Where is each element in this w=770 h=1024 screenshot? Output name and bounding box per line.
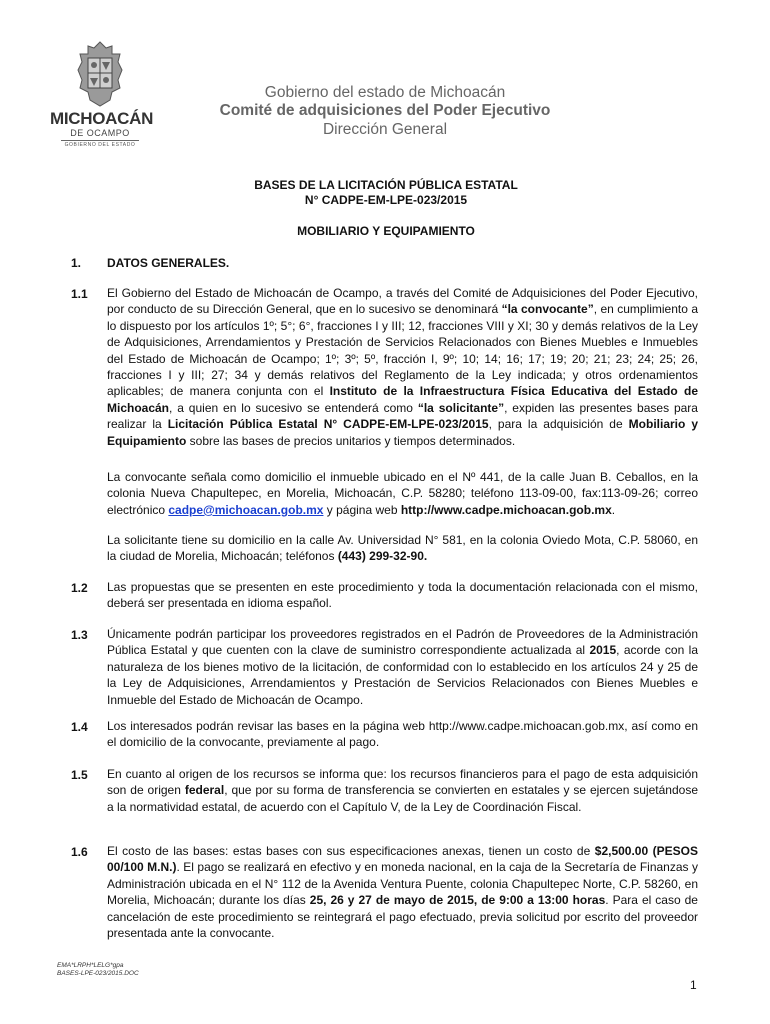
header-government: Gobierno del estado de Michoacán <box>264 84 506 101</box>
paragraph-1-1: El Gobierno del Estado de Michoacán de Ocampo, a través del Comité de Adquisiciones del Poder Ejecutivo, por conducto de su Dirección General, que en lo sucesivo se denominará “la convocante”, en cumplimiento a lo dispuesto por los artículos 1º; 5°; 6°, fracciones I y III; 12, fracciones VIII y XI; 30 y demás relativos de la Ley de Adquisiciones, Arrendamientos y Prestación de Servicios Relacionados con Bienes Muebles e Inmuebles del Estado de Michoacán de Ocampo; 1º; 3º; 5º, fracción I, 9º; 10; 14; 16; 17; 19; 20; 21; 23; 24; 25; 26, fracciones I y III; 27; 34 y demás relativos del Reglamento de la Ley indicada; y otros ordenamientos aplicables; de manera conjunta con el Instituto de la Infraestructura Física Educativa del Estado de Michoacán, a quien en lo sucesivo se entenderá como “la solicitante”, expiden las presentes bases para realizar la Licitación Pública Estatal N° CADPE-EM-LPE-023/2015, para la adquisición de Mobiliario y Equipamiento sobre las bases de precios unitarios y tiempos determinados. <box>107 286 699 448</box>
website-text: http://www.cadpe.michoacan.gob.mx <box>400 502 612 517</box>
logo-rule <box>61 140 139 141</box>
doc-subject: MOBILIARIO Y EQUIPAMIENTO <box>297 224 475 238</box>
state-logo <box>50 40 154 148</box>
paragraph-1-6: El costo de las bases: estas bases con sus especificaciones anexas, tienen un costo de $2,500.00 (PESOS 00/100 M.N.). El pago se realizará en efectivo y en moneda nacional, en la caja de la Secretaría de Finanzas y Administración ubicada en el N° 112 de la Avenida Ventura Puente, colonia Chapultepec Norte, C.P. 58260, en Morelia, Michoacán; durante los días 25, 26 y 27 de mayo de 2015, de 9:00 a 13:00 horas. Para el caso de cancelación de este procedimiento se reintegrará el pago efectuado, previa solicitud por escrito del proveedor presentada ante la convocante. <box>107 844 698 941</box>
paragraph-1-1-address: La convocante señala como domicilio el inmueble ubicado en el Nº 441, de la calle Juan B. Ceballos, en la colonia Nueva Chapultepec, en Morelia, Michoacán, C.P. 58280; teléfono 113-09-00, fax:113-09-26; correo electrónico cadpe@michoacan.gob.mx y página web http://www.cadpe.michoacan.gob.mx. <box>107 470 698 517</box>
logo-tagline: GOBIERNO DEL ESTADO <box>64 142 136 148</box>
doc-number: N° CADPE-EM-LPE-023/2015 <box>304 193 468 207</box>
logo-subtitle: DE OCAMPO <box>70 128 130 138</box>
doc-title: BASES DE LA LICITACIÓN PÚBLICA ESTATAL <box>254 178 518 192</box>
coat-of-arms-icon <box>72 40 128 108</box>
item-number-1-3: 1.3 <box>71 628 88 642</box>
item-number-1-1: 1.1 <box>71 287 88 301</box>
item-number-1-5: 1.5 <box>71 768 88 782</box>
header-committee: Comité de adquisiciones del Poder Ejecutivo <box>219 102 551 119</box>
header-direction: Dirección General <box>322 121 448 138</box>
section-title: DATOS GENERALES. <box>107 256 230 270</box>
paragraph-1-1-requester: La solicitante tiene su domicilio en la calle Av. Universidad N° 581, en la colonia Oviedo Mota, C.P. 58060, en la ciudad de Morelia, Michoacán; teléfonos (443) 299-32-90. <box>107 533 698 564</box>
section-number: 1. <box>71 256 82 270</box>
item-number-1-2: 1.2 <box>71 581 88 595</box>
item-number-1-6: 1.6 <box>71 845 88 859</box>
item-number-1-4: 1.4 <box>71 720 88 734</box>
paragraph-1-3: Únicamente podrán participar los proveedores registrados en el Padrón de Proveedores de la Administración Pública Estatal y que cuenten con la clave de suministro correspondiente actualizada al 2015, acorde con la naturaleza de los bienes motivo de la licitación, de conformidad con lo establecido en los artículos 24 y 25 de la Ley de Adquisiciones, Arrendamientos y Prestación de Servicios Relacionados con Bienes Muebles e Inmueble del Estado de Michoacán de Ocampo. <box>107 627 698 707</box>
paragraph-1-4: Los interesados podrán revisar las bases en la página web http://www.cadpe.michoacan.gob.mx, así como en el domicilio de la convocante, previamente al pago. <box>107 719 698 750</box>
email-link[interactable]: cadpe@michoacan.gob.mx <box>168 502 324 517</box>
footer-filename: BASES-LPE-023/2015.DOC <box>57 970 139 977</box>
paragraph-1-2: Las propuestas que se presenten en este procedimiento y toda la documentación relacionada con el mismo, deberá ser presentada en idioma español. <box>107 580 698 611</box>
paragraph-1-5: En cuanto al origen de los recursos se informa que: los recursos financieros para el pago de esta adquisición son de origen federal, que por su forma de transferencia se convierten en estatales y se ejercen sujetándose a la normatividad estatal, de acuerdo con el Capítulo V, de la Ley de Coordinación Fiscal. <box>107 767 699 814</box>
footer-initials: EMA*LRPH*LELG*gpa <box>57 962 124 969</box>
logo-state-name: MICHOACÁN <box>50 109 154 128</box>
page-number: 1 <box>690 978 697 992</box>
